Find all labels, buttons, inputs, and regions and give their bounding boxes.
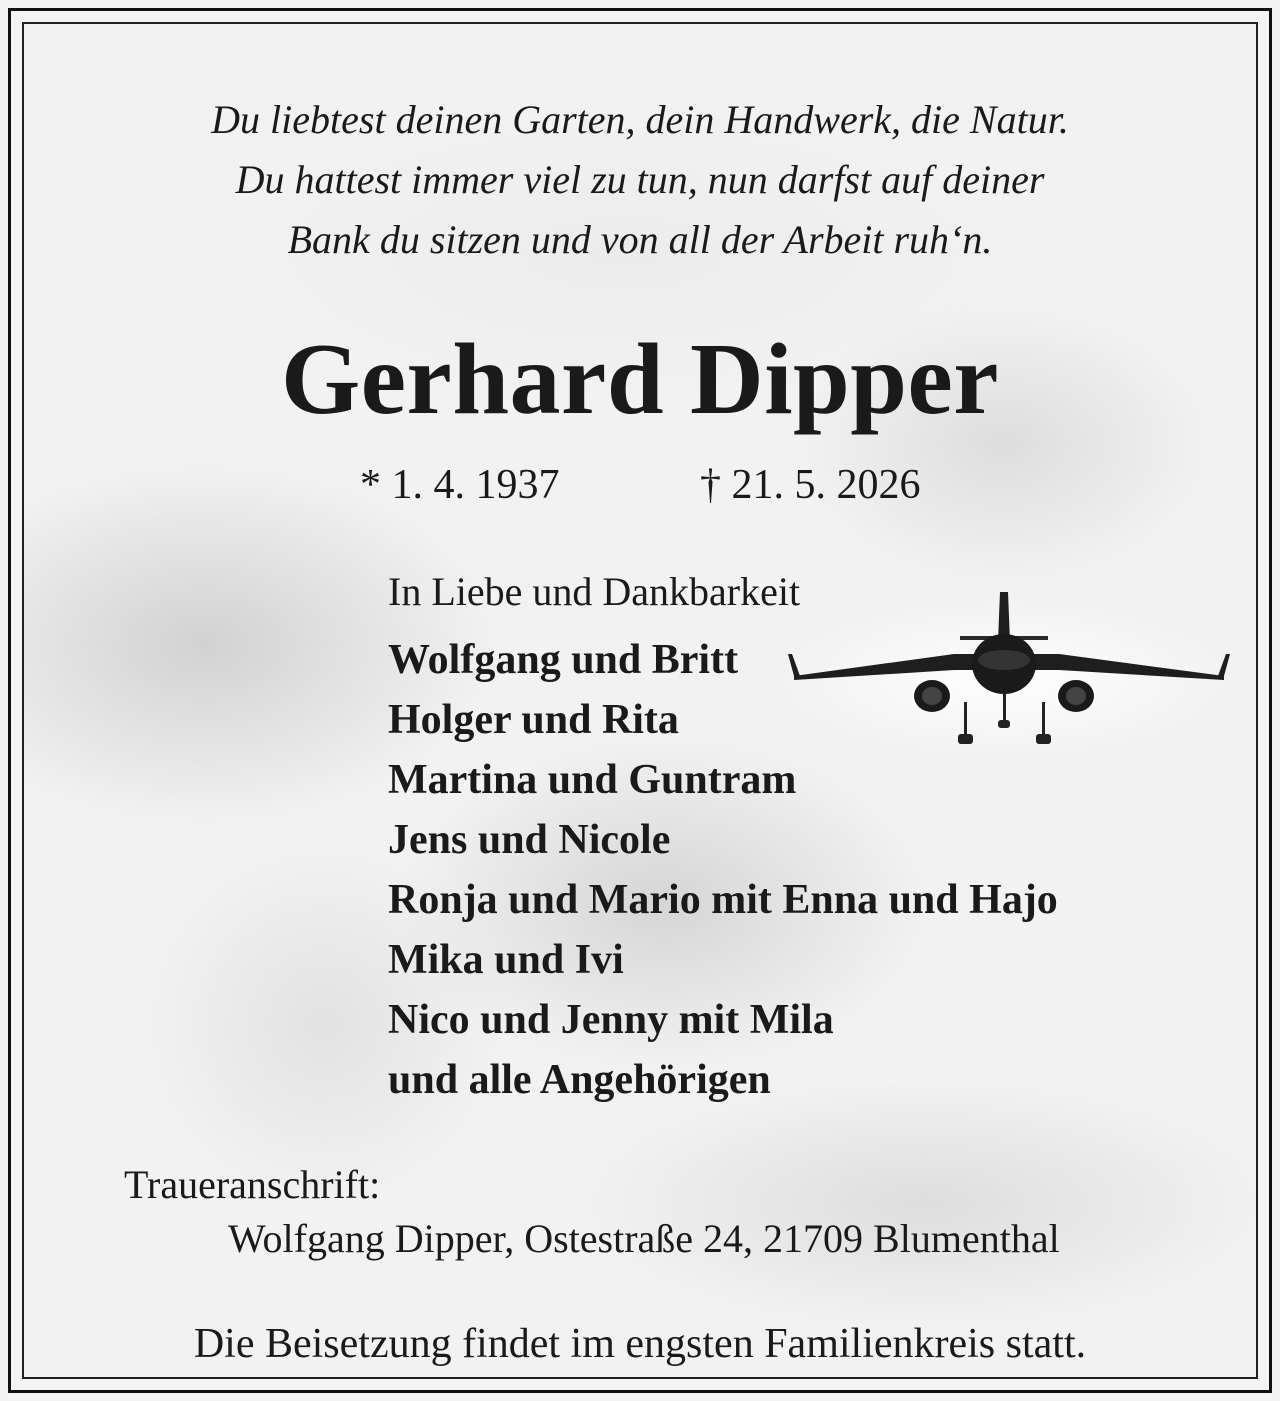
mourning-address: Wolfgang Dipper, Ostestraße 24, 21709 Blumenthal <box>228 1216 1060 1261</box>
dedication-line: In Liebe und Dankbarkeit <box>388 569 801 614</box>
family-member: Wolfgang und Britt <box>388 637 739 683</box>
family-member: Jens und Nicole <box>388 817 671 863</box>
family-member: Holger und Rita <box>388 697 679 743</box>
family-member: Martina und Guntram <box>388 757 797 803</box>
closing-note: Die Beisetzung findet im engsten Familienkreis statt. <box>193 1321 1087 1367</box>
address-label: Traueranschrift: <box>124 1162 381 1207</box>
deceased-name: Gerhard Dipper <box>280 323 1000 436</box>
poem-line: Du hattest immer viel zu tun, nun darfst auf deiner <box>235 157 1045 202</box>
family-member: und alle Angehörigen <box>388 1057 771 1103</box>
family-member: Nico und Jenny mit Mila <box>388 997 834 1043</box>
poem-line: Bank du sitzen und von all der Arbeit ruh‘n. <box>287 217 993 262</box>
death-date: † 21. 5. 2026 <box>700 462 921 508</box>
family-member: Ronja und Mario mit Enna und Hajo <box>388 877 1058 923</box>
family-member: Mika und Ivi <box>388 937 624 983</box>
family-list <box>388 630 1058 1110</box>
poem <box>24 90 1256 270</box>
inner-border <box>22 22 1258 1379</box>
poem-line: Du liebtest deinen Garten, dein Handwerk, die Natur. <box>211 97 1069 142</box>
birth-date: * 1. 4. 1937 <box>360 462 560 508</box>
